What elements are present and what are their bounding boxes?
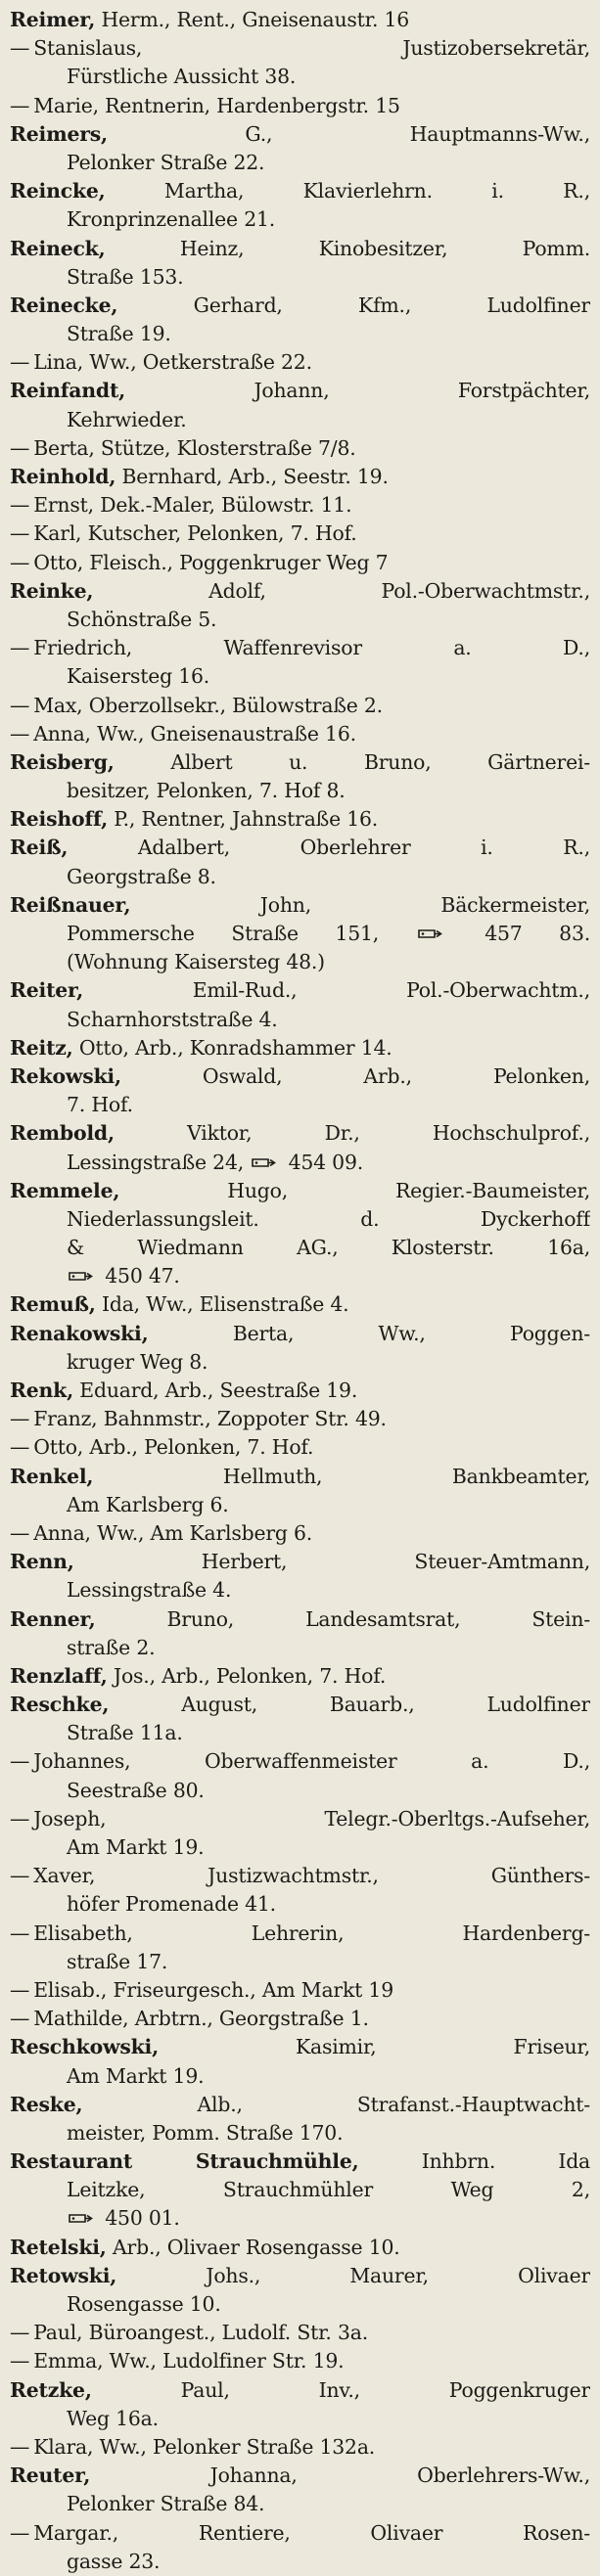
entry-text: Scharnhorststraße 4. [67, 1007, 278, 1031]
telephone-icon [69, 2213, 94, 2224]
entry-continuation-line [10, 2204, 590, 2233]
entry-line [10, 834, 590, 862]
entry-surname: Renk, [10, 1378, 73, 1402]
entry-text: Paul, Büroangest., Ludolf. Str. 3a. [33, 2321, 368, 2345]
entry-continuation-line [10, 1262, 590, 1290]
entry-surname: Retowski, [10, 2263, 117, 2287]
entry-text: P., Rentner, Jahnstraße 16. [114, 807, 379, 832]
entry-surname: Rekowski, [10, 1063, 121, 1088]
directory-entry [10, 1034, 590, 1062]
entry-continuation-line [10, 1149, 590, 1177]
entry-line [10, 520, 590, 548]
directory-entry [10, 2347, 590, 2375]
entry-text: Seestraße 80. [67, 1778, 205, 1802]
entry-continuation-line [10, 606, 590, 634]
entry-line [10, 976, 590, 1005]
entry-text: Viktor, Dr., Hochschulprof., [187, 1121, 590, 1146]
repeat-surname-dash: — [10, 93, 30, 117]
entry-line [10, 434, 590, 463]
repeat-surname-dash: — [10, 435, 30, 460]
entry-line [10, 34, 590, 63]
entry-surname: Rembold, [10, 1121, 115, 1146]
directory-entry [10, 1920, 590, 1976]
repeat-surname-dash: — [10, 36, 30, 61]
repeat-surname-dash: — [10, 1806, 30, 1830]
entry-continuation-line [10, 777, 590, 805]
entry-line [10, 1805, 590, 1833]
entry-text: Otto, Fleisch., Poggenkruger Weg 7 [33, 550, 389, 574]
directory-entry [10, 976, 590, 1033]
entry-continuation-line [10, 1948, 590, 1976]
entry-text: Lessingstraße 24, 454 09. [67, 1150, 364, 1174]
entry-continuation-line [10, 1006, 590, 1034]
telephone-icon [418, 928, 443, 939]
entry-line [10, 1177, 590, 1205]
entry-surname: Remuß, [10, 1292, 96, 1317]
entry-surname: Reineck, [10, 236, 106, 260]
entry-line [10, 1119, 590, 1148]
entry-text: Otto, Arb., Pelonken, 7. Hof. [33, 1435, 314, 1460]
directory-entry [10, 2433, 590, 2462]
directory-entry [10, 2033, 590, 2090]
directory-entry [10, 177, 590, 234]
entry-continuation-line [10, 1634, 590, 1662]
entry-surname: Reinecke, [10, 293, 118, 317]
repeat-surname-dash: — [10, 693, 30, 717]
entry-text: 450 47. [67, 1264, 180, 1288]
entry-line [10, 92, 590, 120]
entry-line [10, 235, 590, 263]
entry-text: Alb., Strafanst.-Hauptwacht- [197, 2092, 590, 2116]
entry-line [10, 634, 590, 662]
repeat-surname-dash: — [10, 493, 30, 518]
entry-text: besitzer, Pelonken, 7. Hof 8. [67, 779, 346, 803]
repeat-surname-dash: — [10, 636, 30, 660]
entry-text: & Wiedmann AG., Klosterstr. 16a, [67, 1236, 590, 1260]
entry-surname: Restaurant Strauchmühle, [10, 2149, 359, 2174]
entry-text: Marie, Rentnerin, Hardenbergstr. 15 [33, 93, 400, 117]
entry-text: Lessingstraße 4. [67, 1578, 232, 1603]
directory-entry [10, 634, 590, 691]
directory-entry [10, 1862, 590, 1919]
directory-entry [10, 434, 590, 463]
directory-entry [10, 2319, 590, 2347]
entry-line [10, 2234, 590, 2262]
entry-line [10, 1605, 590, 1634]
directory-entry [10, 348, 590, 377]
entry-text: Ernst, Dek.-Maler, Bülowstr. 11. [33, 493, 352, 518]
entry-text: Adalbert, Oberlehrer i. R., [137, 836, 590, 860]
directory-entry [10, 549, 590, 577]
entry-text: Gerhard, Kfm., Ludolfiner [193, 293, 590, 317]
entry-text: Pelonker Straße 22. [67, 150, 265, 174]
entry-text: Kronprinzenallee 21. [67, 207, 276, 232]
repeat-surname-dash: — [10, 1921, 30, 1945]
repeat-surname-dash: — [10, 550, 30, 574]
entry-text: Stanislaus, Justizobersekretär, [33, 36, 590, 61]
directory-entry [10, 1691, 590, 1747]
entry-text: Albert u. Bruno, Gärtnerei- [170, 749, 590, 774]
entry-text: Schönstraße 5. [67, 607, 217, 631]
entry-continuation-line [10, 1890, 590, 1919]
entry-surname: Renkel, [10, 1464, 94, 1488]
entry-surname: Reske, [10, 2092, 83, 2116]
entry-continuation-line [10, 948, 590, 976]
entry-surname: Reinke, [10, 578, 94, 603]
directory-entry [10, 2376, 590, 2433]
entry-text: Johs., Maurer, Olivaer [206, 2263, 590, 2287]
entry-text: meister, Pomm. Straße 170. [67, 2120, 344, 2145]
entry-continuation-line [10, 1833, 590, 1862]
entry-text: Kaisersteg 16. [67, 664, 210, 689]
directory-entry [10, 692, 590, 720]
directory-entry [10, 1290, 590, 1319]
directory-entry [10, 34, 590, 91]
entry-continuation-line [10, 63, 590, 91]
entry-text: Pelonker Straße 84. [67, 2492, 265, 2516]
entry-text: Herm., Rent., Gneisenaustr. 16 [101, 8, 410, 31]
entry-surname: Reißnauer, [10, 892, 131, 917]
entry-text: Ida, Ww., Elisenstraße 4. [102, 1292, 349, 1317]
entry-line [10, 1377, 590, 1405]
entry-surname: Reinhold, [10, 465, 116, 488]
entry-text: Leitzke, Strauchmühler Weg 2, [67, 2178, 590, 2202]
directory-entry [10, 1062, 590, 1119]
directory-entry [10, 1605, 590, 1662]
entry-line [10, 2347, 590, 2375]
entry-continuation-line [10, 863, 590, 891]
entry-text: Emil-Rud., Pol.-Oberwachtm., [192, 978, 590, 1003]
entry-text: Karl, Kutscher, Pelonken, 7. Hof. [33, 521, 357, 546]
entry-text: straße 2. [67, 1635, 156, 1659]
entry-text: Rosengasse 10. [67, 2292, 221, 2316]
entry-line [10, 1433, 590, 1462]
entry-line [10, 1548, 590, 1576]
entry-surname: Reitz, [10, 1035, 73, 1060]
entry-line [10, 292, 590, 320]
entry-continuation-line [10, 149, 590, 177]
repeat-surname-dash: — [10, 2434, 30, 2459]
entry-text: (Wohnung Kaisersteg 48.) [67, 950, 325, 974]
entry-text: Elisabeth, Lehrerin, Hardenberg- [33, 1921, 590, 1945]
repeat-surname-dash: — [10, 1407, 30, 1431]
repeat-surname-dash: — [10, 2520, 30, 2545]
entry-text: Heinz, Kinobesitzer, Pomm. [179, 236, 590, 260]
entry-continuation-line [10, 1491, 590, 1519]
directory-entry [10, 491, 590, 520]
entry-surname: Remmele, [10, 1178, 120, 1202]
directory-entry [10, 1177, 590, 1291]
directory-entry [10, 1405, 590, 1433]
directory-entry [10, 2262, 590, 2319]
entry-line [10, 2262, 590, 2290]
entry-continuation-line [10, 2548, 590, 2576]
entry-continuation-line [10, 1348, 590, 1377]
entry-text: Elisab., Friseurgesch., Am Markt 19 [33, 1977, 393, 2002]
repeat-surname-dash: — [10, 2349, 30, 2373]
repeat-surname-dash: — [10, 1520, 30, 1545]
repeat-surname-dash: — [10, 2007, 30, 2031]
directory-entry [10, 1747, 590, 1804]
directory-entry [10, 1548, 590, 1604]
entry-continuation-line [10, 2176, 590, 2204]
entry-surname: Reiter, [10, 978, 84, 1003]
entry-line [10, 1976, 590, 2005]
entry-line [10, 348, 590, 377]
entry-surname: Retelski, [10, 2235, 107, 2259]
entry-text: Kehrwieder. [67, 407, 187, 431]
entry-continuation-line [10, 2405, 590, 2433]
directory-entry [10, 463, 590, 491]
entry-text: Joseph, Telegr.-Oberltgs.-Aufseher, [33, 1806, 590, 1830]
directory-entry [10, 1976, 590, 2005]
directory-entry [10, 577, 590, 634]
entry-text: gasse 23. [67, 2549, 161, 2573]
entry-line [10, 2091, 590, 2119]
entry-continuation-line [10, 1234, 590, 1262]
directory-entry [10, 1377, 590, 1405]
directory-entry [10, 2519, 590, 2576]
repeat-surname-dash: — [10, 1864, 30, 1888]
entry-text: Emma, Ww., Ludolfiner Str. 19. [33, 2349, 345, 2373]
entry-surname: Reimers, [10, 121, 108, 146]
entry-line [10, 6, 590, 34]
entry-text: Bruno, Landesamtsrat, Stein- [166, 1606, 590, 1631]
entry-line [10, 2433, 590, 2462]
entry-text: Franz, Bahnmstr., Zoppoter Str. 49. [33, 1407, 387, 1431]
entry-text: Kasimir, Friseur, [295, 2035, 590, 2059]
entry-line [10, 1691, 590, 1719]
directory-entry [10, 805, 590, 834]
entry-text: Niederlassungsleit. d. Dyckerhoff [67, 1206, 590, 1231]
directory-entry [10, 2234, 590, 2262]
entry-continuation-line [10, 406, 590, 434]
entry-continuation-line [10, 1576, 590, 1604]
entry-text: August, Bauarb., Ludolfiner [181, 1693, 590, 1717]
entry-text: Klara, Ww., Pelonker Straße 132a. [33, 2434, 376, 2459]
entry-continuation-line [10, 2290, 590, 2319]
repeat-surname-dash: — [10, 2321, 30, 2345]
directory-entry [10, 2005, 590, 2033]
entry-text: Jos., Arb., Pelonken, 7. Hof. [113, 1663, 387, 1688]
entry-text: Berta, Ww., Poggen- [232, 1321, 590, 1345]
entry-line [10, 748, 590, 777]
directory-entry [10, 6, 590, 34]
entry-text: höfer Promenade 41. [67, 1892, 276, 1917]
entry-text: Otto, Arb., Konradshammer 14. [78, 1035, 392, 1060]
entry-continuation-line [10, 1205, 590, 1234]
entry-surname: Reisberg, [10, 749, 115, 774]
entry-text: 7. Hof. [67, 1093, 133, 1117]
repeat-surname-dash: — [10, 1749, 30, 1774]
entry-text: Johanna, Oberlehrers-Ww., [209, 2463, 590, 2488]
entry-text: Weg 16a. [67, 2406, 159, 2430]
entry-line [10, 1405, 590, 1433]
directory-entry [10, 1662, 590, 1691]
entry-surname: Reiß, [10, 836, 69, 860]
entry-surname: Reishoff, [10, 807, 108, 832]
entry-line [10, 1034, 590, 1062]
entry-surname: Reinfandt, [10, 379, 126, 403]
entry-text: Anna, Ww., Am Karlsberg 6. [33, 1520, 313, 1545]
entry-surname: Reschkowski, [10, 2035, 159, 2059]
entry-continuation-line [10, 662, 590, 691]
entry-text: Straße 11a. [67, 1721, 183, 1745]
entry-line [10, 1920, 590, 1948]
entry-text: Max, Oberzollsekr., Bülowstraße 2. [33, 693, 383, 717]
entry-text: Johannes, Oberwaffenmeister a. D., [33, 1749, 590, 1774]
entry-text: Mathilde, Arbtrn., Georgstraße 1. [33, 2007, 369, 2031]
entry-text: Lina, Ww., Oetkerstraße 22. [33, 350, 312, 375]
entry-line [10, 1320, 590, 1348]
entry-text: Xaver, Justizwachtmstr., Günthers- [33, 1864, 590, 1888]
entry-line [10, 1062, 590, 1091]
telephone-icon [252, 1157, 277, 1168]
entry-text: Berta, Stütze, Klosterstraße 7/8. [33, 435, 356, 460]
entry-line [10, 2519, 590, 2548]
entry-line [10, 805, 590, 834]
entry-text: Martha, Klavierlehrn. i. R., [163, 179, 590, 203]
entry-continuation-line [10, 2490, 590, 2518]
entry-continuation-line [10, 1777, 590, 1805]
entry-surname: Reincke, [10, 179, 106, 203]
entry-text: Hugo, Regier.-Baumeister, [227, 1178, 590, 1202]
entry-text: Eduard, Arb., Seestraße 19. [79, 1378, 358, 1402]
repeat-surname-dash: — [10, 521, 30, 546]
entry-text: Oswald, Arb., Pelonken, [202, 1063, 590, 1088]
entry-line [10, 177, 590, 205]
directory-entry [10, 292, 590, 348]
entry-line [10, 2147, 590, 2176]
entry-text: G., Hauptmanns-Ww., [245, 121, 590, 146]
directory-entry [10, 377, 590, 433]
repeat-surname-dash: — [10, 721, 30, 746]
entry-text: Arb., Olivaer Rosengasse 10. [113, 2235, 400, 2259]
entry-line [10, 2033, 590, 2061]
entry-text: kruger Weg 8. [67, 1349, 208, 1374]
entry-text: Straße 19. [67, 322, 171, 346]
entry-text: Anna, Ww., Gneisenaustraße 16. [33, 721, 356, 746]
repeat-surname-dash: — [10, 1435, 30, 1460]
entry-line [10, 549, 590, 577]
entry-line [10, 377, 590, 405]
entry-text: Bernhard, Arb., Seestr. 19. [121, 465, 389, 488]
entry-line [10, 2376, 590, 2405]
entry-line [10, 2319, 590, 2347]
entry-text: Friedrich, Waffenrevisor a. D., [33, 636, 590, 660]
entry-line [10, 491, 590, 520]
entry-text: 450 01. [67, 2206, 180, 2230]
entry-text: Paul, Inv., Poggenkruger [180, 2377, 590, 2402]
entry-text: Straße 153. [67, 264, 184, 289]
entry-surname: Reuter, [10, 2463, 91, 2488]
entry-text: Am Markt 19. [67, 1835, 205, 1859]
directory-entry [10, 1805, 590, 1862]
entry-text: Am Markt 19. [67, 2063, 205, 2088]
entry-line [10, 1463, 590, 1491]
entry-line [10, 1290, 590, 1319]
directory-entry [10, 2147, 590, 2234]
directory-entry [10, 92, 590, 120]
entry-text: Georgstraße 8. [67, 864, 216, 888]
entry-text: Adolf, Pol.-Oberwachtmstr., [208, 578, 590, 603]
entry-surname: Renzlaff, [10, 1663, 108, 1688]
entry-line [10, 463, 590, 491]
entry-text: Herbert, Steuer-Amtmann, [201, 1550, 590, 1574]
entry-continuation-line [10, 920, 590, 948]
entry-surname: Reimer, [10, 8, 96, 31]
entry-continuation-line [10, 320, 590, 348]
entry-text: John, Bäckermeister, [259, 892, 590, 917]
entry-surname: Retzke, [10, 2377, 92, 2402]
entry-surname: Renn, [10, 1550, 74, 1574]
directory-entry [10, 1519, 590, 1548]
directory-entry [10, 1320, 590, 1377]
entry-text: Pommersche Straße 151, 457 83. [67, 922, 590, 945]
entry-line [10, 1519, 590, 1548]
entry-surname: Renakowski, [10, 1321, 149, 1345]
entry-line [10, 1747, 590, 1776]
entry-continuation-line [10, 2062, 590, 2091]
entry-continuation-line [10, 2119, 590, 2147]
repeat-surname-dash: — [10, 350, 30, 375]
entry-surname: Reschke, [10, 1693, 110, 1717]
entry-text: straße 17. [67, 1949, 168, 1973]
directory-entry [10, 891, 590, 977]
entry-text: Margar., Rentiere, Olivaer Rosen- [33, 2520, 590, 2545]
entry-line [10, 2005, 590, 2033]
entry-line [10, 120, 590, 149]
directory-entry [10, 1433, 590, 1462]
entry-line [10, 577, 590, 606]
directory-entry [10, 1463, 590, 1519]
entry-text: Fürstliche Aussicht 38. [67, 65, 297, 89]
entry-line [10, 1662, 590, 1691]
directory-entry [10, 1119, 590, 1176]
entry-surname: Renner, [10, 1606, 96, 1631]
directory-entry [10, 235, 590, 292]
entry-continuation-line [10, 1091, 590, 1119]
entry-line [10, 692, 590, 720]
entry-continuation-line [10, 1719, 590, 1747]
entry-text: Hellmuth, Bankbeamter, [222, 1464, 590, 1488]
entry-text: Johann, Forstpächter, [254, 379, 590, 403]
directory-entry [10, 834, 590, 890]
directory-entry [10, 120, 590, 177]
entry-line [10, 2462, 590, 2490]
directory-entry [10, 748, 590, 805]
entry-line [10, 1862, 590, 1890]
entry-line [10, 720, 590, 748]
entry-text: Am Karlsberg 6. [67, 1492, 229, 1516]
telephone-icon [69, 1271, 94, 1282]
directory-entry [10, 720, 590, 748]
entry-line [10, 891, 590, 920]
entry-continuation-line [10, 205, 590, 234]
directory-entry [10, 2462, 590, 2518]
directory-entry [10, 520, 590, 548]
directory-entry [10, 2091, 590, 2147]
repeat-surname-dash: — [10, 1977, 30, 2002]
entry-text: Inhbrn. Ida [421, 2149, 590, 2174]
entry-continuation-line [10, 263, 590, 292]
